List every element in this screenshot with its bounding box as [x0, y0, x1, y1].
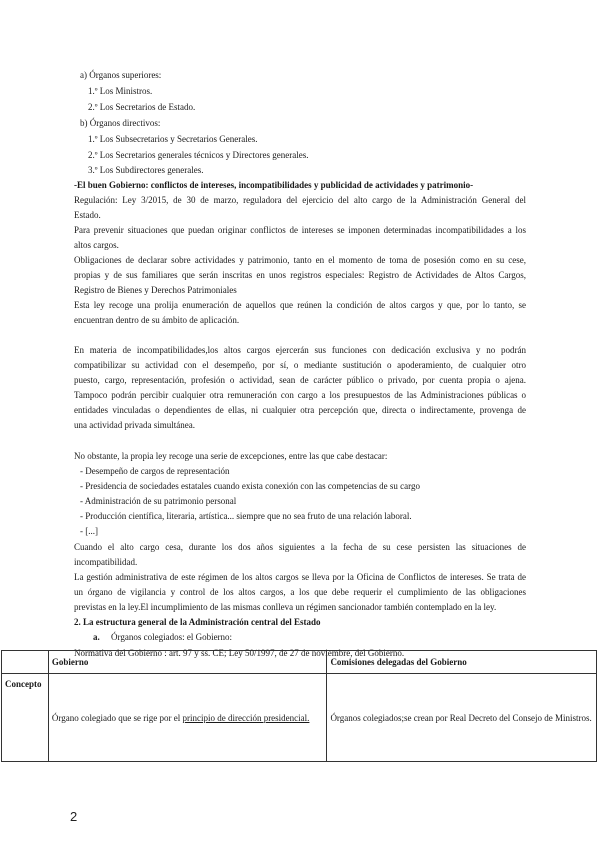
paragraph-line: altos cargos.: [74, 240, 119, 250]
paragraph-line: encuentran dentro de su ámbito de aplicación.: [74, 315, 240, 325]
paragraph-line: compatibilizar su actividad con el desempeño, por sí, o mediante sustitución o apoderamiento, de cualquier otro: [74, 360, 526, 370]
paragraph-line: En materia de incompatibilidades,los altos cargos ejercerán sus funciones con dedicación exclusiva y no podrán: [74, 345, 526, 355]
paragraph-line: incompatibilidad.: [74, 557, 138, 567]
list-item-ministros: 1.º Los Ministros.: [88, 86, 153, 96]
exception-item: - Desempeño de cargos de representación: [80, 466, 230, 476]
cell-gobierno-concepto: [48, 674, 327, 762]
exception-item: - Presidencia de sociedades estatales cuando exista conexión con las competencias de su cargo: [80, 481, 420, 491]
paragraph-line: Registro de Bienes y Derechos Patrimoniales: [74, 285, 237, 295]
cell-text: Órgano colegiado que se rige por el: [51, 712, 181, 723]
paragraph-line: previstas en la ley.El incumplimiento de las mismas conlleva un régimen sancionador también contemplado en la ley.: [74, 602, 497, 612]
exception-item: - Administración de su patrimonio personal: [80, 496, 237, 506]
exception-item: - Producción científica, literaria, artística... siempre que no sea fruto de una relación laboral.: [80, 511, 412, 521]
header-comisiones: Comisiones delegadas del Gobierno: [327, 651, 597, 674]
paragraph-line: Normativa del Gobierno : art. 97 y ss. CE; Ley 50/1997, de 27 de noviembre, del Gobierno.: [74, 648, 405, 658]
list-marker-a: a.: [93, 632, 100, 642]
paragraph-line: entidades vinculadas o dependientes de ellas, ni cualquier otra percepción que, directa o indirectamente, provenga de: [74, 405, 526, 415]
paragraph-line: puesto, cargo, representación, profesión o actividad, sean de carácter público o privado, por cuenta propia o ajena.: [74, 375, 526, 385]
paragraph-line: Tampoco podrán percibir cualquier otra remuneración con cargo a los presupuestos de las Administraciones públicas o: [74, 390, 526, 400]
paragraph-line: Para prevenir situaciones que puedan originar conflictos de intereses se imponen determinadas incompatibilidades a los: [74, 225, 526, 235]
section-heading-buen-gobierno: -El buen Gobierno: conflictos de intereses, incompatibilidades y publicidad de actividades y patrimonio-: [74, 180, 474, 190]
list-heading-organos-superiores: a) Órganos superiores:: [80, 70, 162, 80]
section-heading-estructura: 2. La estructura general de la Administración central del Estado: [74, 617, 321, 627]
paragraph-line: Estado.: [74, 210, 101, 220]
paragraph-line: Esta ley recoge una prolija enumeración de aquellos que reúnen la condición de altos cargos y que, por lo tanto, se: [74, 300, 526, 310]
paragraph-line: un órgano de vigilancia y control de los altos cargos, a los que debe requerir el cumplimiento de las obligaciones: [74, 587, 526, 597]
list-item-subsecretarios: 1.º Los Subsecretarios y Secretarios Generales.: [88, 134, 258, 144]
exception-item: - [...]: [80, 526, 98, 536]
list-heading-organos-directivos: b) Órganos directivos:: [80, 118, 161, 128]
page-number: 2: [70, 809, 78, 824]
list-item-subdirectores: 3.º Los Subdirectores generales.: [88, 165, 204, 175]
list-item-secretarios-estado: 2.º Los Secretarios de Estado.: [88, 102, 196, 112]
paragraph-line: Cuando el alto cargo cesa, durante los dos años siguientes a la fecha de su cese persisten las situaciones de: [74, 542, 526, 552]
comparison-table: [1, 650, 597, 762]
principio-direccion-link[interactable]: principio de dirección presidencial.: [182, 712, 310, 723]
paragraph-line: La gestión administrativa de este régimen de los altos cargos se lleva por la Oficina de Conflictos de intereses. Se trata de: [74, 572, 526, 582]
paragraph-line: No obstante, la propia ley recoge una serie de excepciones, entre las que cabe destacar:: [74, 451, 388, 461]
table-header-row: [2, 651, 597, 674]
list-item-secretarios-generales: 2.º Los Secretarios generales técnicos y Directores generales.: [88, 150, 309, 160]
table-corner-cell: [2, 651, 49, 674]
cell-comisiones-concepto: Órganos colegiados;se crean por Real Decreto del Consejo de Ministros.: [327, 674, 597, 762]
table-row: [2, 674, 597, 762]
paragraph-line: Regulación: Ley 3/2015, de 30 de marzo, reguladora del ejercicio del alto cargo de la Administración General del: [74, 195, 526, 205]
paragraph-line: una actividad privada simultánea.: [74, 420, 195, 430]
header-gobierno: Gobierno: [48, 651, 327, 674]
subheading-organos-colegiados: Órganos colegiados: el Gobierno:: [111, 632, 233, 642]
paragraph-line: Obligaciones de declarar sobre actividades y patrimonio, tanto en el momento de toma de posesión como en su cese,: [74, 255, 526, 265]
row-label-concepto: Concepto: [2, 674, 49, 762]
paragraph-line: propias y de sus familiares que serán inscritas en unos registros especiales: Registro de Actividades de Altos Cargos,: [74, 270, 526, 280]
